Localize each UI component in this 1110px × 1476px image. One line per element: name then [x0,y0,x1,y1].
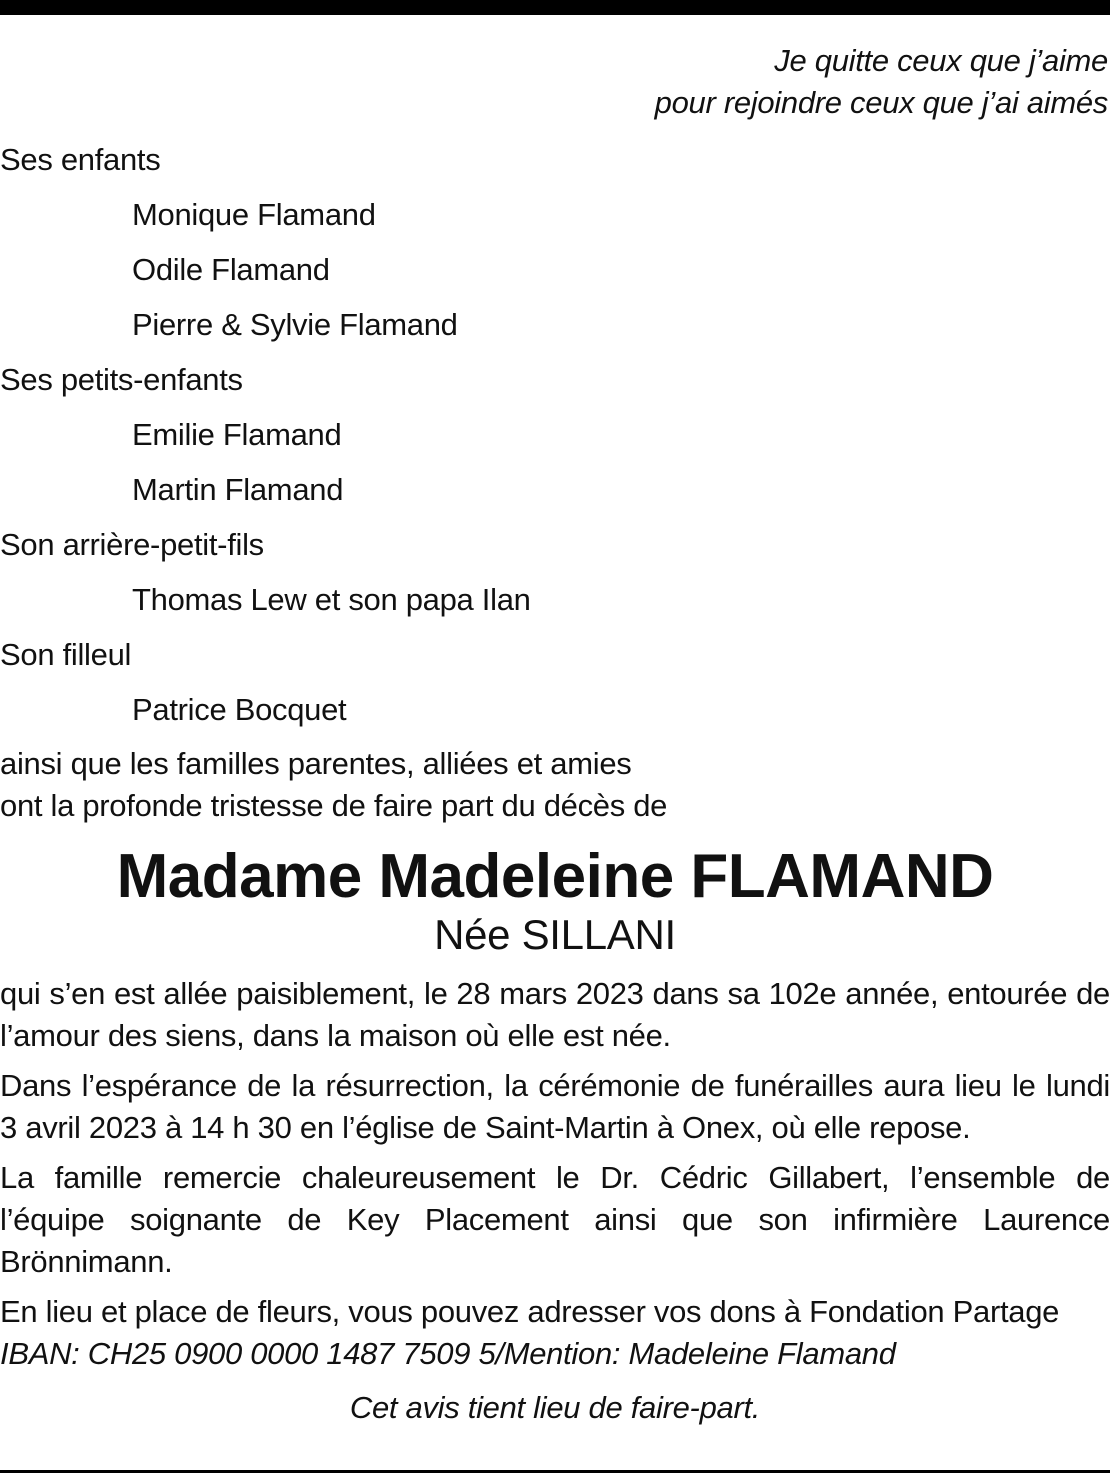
epigraph-line-1: Je quitte ceux que j’aime [774,43,1108,78]
family-group-label: Son arrière-petit-fils [0,527,264,562]
epigraph-line-2: pour rejoindre ceux que j’ai aimés [654,85,1108,120]
family-group-children [0,138,1110,346]
intro-line-1: ainsi que les familles parentes, alliées et amies [0,746,632,781]
family-member: Pierre & Sylvie Flamand [132,307,458,342]
family-group-label: Ses enfants [0,142,161,177]
top-rule [0,0,1110,15]
intro-line-2: ont la profonde tristesse de faire part du décès de [0,788,668,823]
epigraph [0,40,1110,124]
passing-paragraph: qui s’en est allée paisiblement, le 28 mars 2023 dans sa 102e année, entourée de l’amour des siens, dans la maison où elle est née. [0,976,1110,1053]
obituary-notice [0,40,1110,1429]
family-member: Monique Flamand [132,197,376,232]
family-group-grandchildren [0,358,1110,511]
funeral-paragraph: Dans l’espérance de la résurrection, la cérémonie de funérailles aura lieu le lundi 3 avril 2023 à 14 h 30 en l’église de Saint-Martin à Onex, où elle repose. [0,1068,1110,1145]
family-group-label: Son filleul [0,637,132,672]
announcement-intro [0,743,1110,827]
deceased-name: Madame Madeleine FLAMAND [116,842,994,911]
family-member: Emilie Flamand [132,417,342,452]
donation-paragraph [0,1291,1110,1375]
bottom-rule [0,1470,1110,1473]
thanks-paragraph: La famille remercie chaleureusement le Dr. Cédric Gillabert, l’ensemble de l’équipe soignante de Key Placement ainsi que son infirmière Laurence Brönnimann. [0,1160,1110,1279]
family-member: Odile Flamand [132,252,330,287]
donation-text: En lieu et place de fleurs, vous pouvez adresser vos dons à Fondation Partage [0,1294,1060,1329]
family-group-great-grandson [0,523,1110,621]
family-group-godson [0,633,1110,731]
birth-name: Née SILLANI [434,911,676,958]
family-member: Thomas Lew et son papa Ilan [132,582,531,617]
closing-note: Cet avis tient lieu de faire-part. [349,1390,761,1425]
family-member: Patrice Bocquet [132,692,347,727]
donation-iban: IBAN: CH25 0900 0000 1487 7509 5/Mention: Madeleine Flamand [0,1336,896,1371]
family-member: Martin Flamand [132,472,344,507]
family-group-label: Ses petits-enfants [0,362,243,397]
